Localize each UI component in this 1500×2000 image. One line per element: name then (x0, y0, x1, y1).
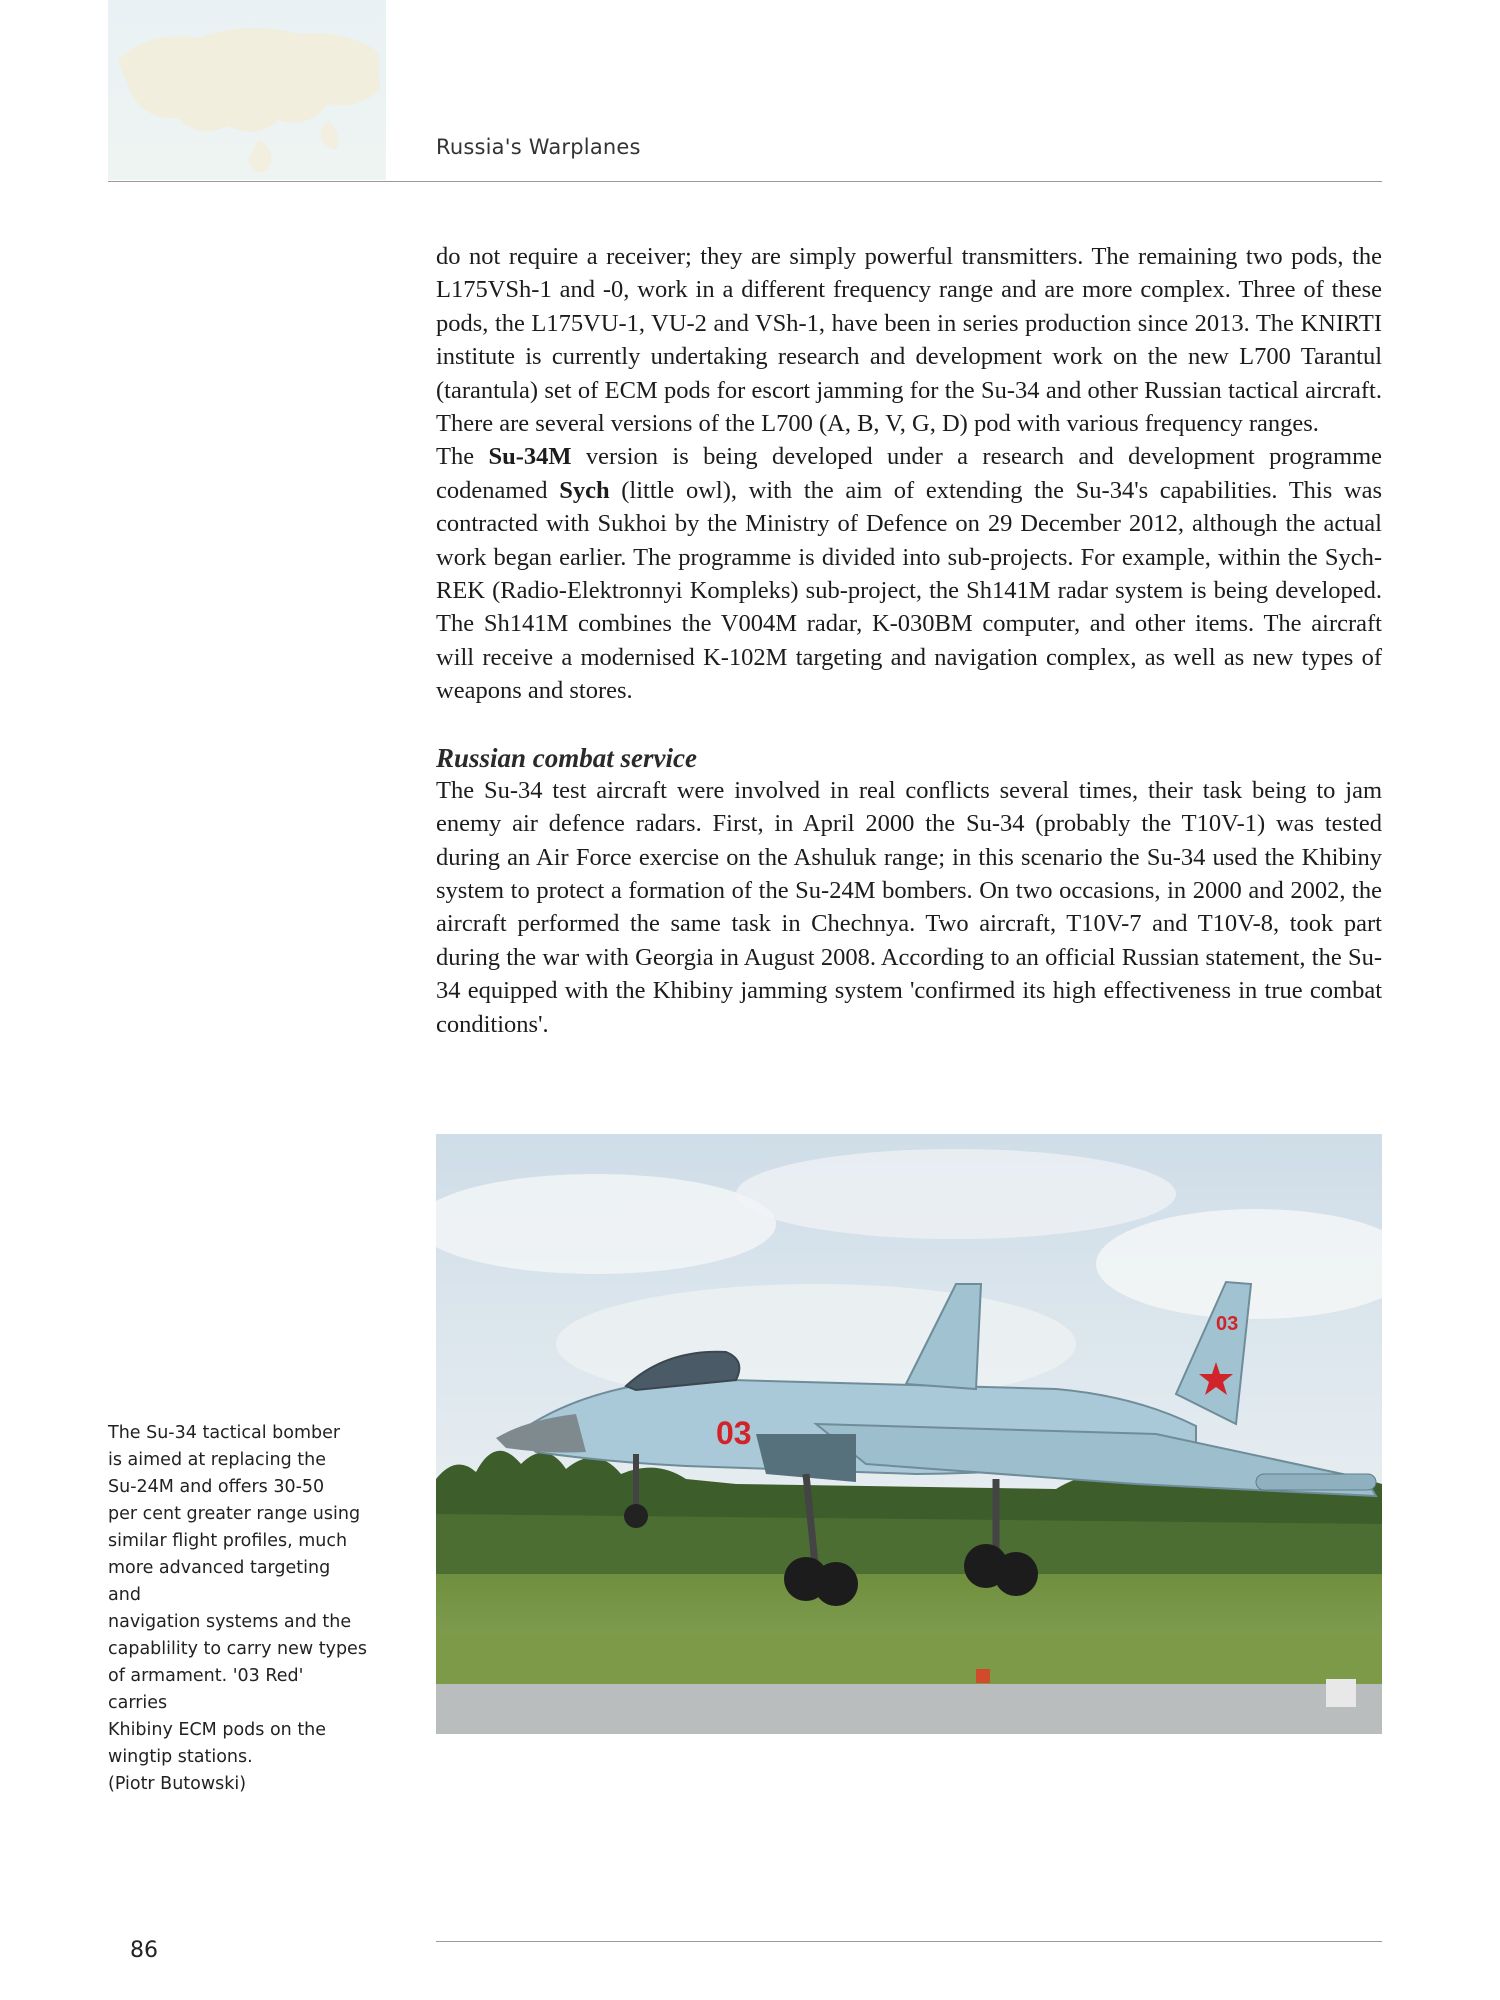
svg-text:03: 03 (716, 1415, 752, 1451)
bold-term-su34m: Su-34M (488, 443, 572, 471)
map-icon (108, 0, 386, 180)
photo-caption: The Su-34 tactical bomber is aimed at replacing the Su-24M and offers 30-50 per cent greater range using similar flight profiles, much more advanced targeting and navigation systems and the capablility to carry new types of armament. '03 Red' carries Khibiny ECM pods on the wingtip stations. (Piotr Butowski) (108, 1423, 367, 1794)
world-map-thumbnail (108, 0, 386, 180)
footer-rule (436, 1941, 1382, 1942)
paragraph-su34m: The Su-34M version is being developed under a research and development programme codenamed Sych (little owl), with the aim of extending the Su-34's capabilities. This was contracted with Sukhoi by the Ministry of Defence on 29 December 2012, although the actual work began earlier. The programme is divided into sub-projects. For example, within the Sych-REK (Radio-Elektronnyi Kompleks) sub-project, the Sh141M radar system is being developed. The Sh141M combines the V004M radar, K-030BM computer, and other items. The aircraft will receive a modernised K-102M targeting and navigation complex, as well as new types of weapons and stores. (436, 443, 1383, 705)
bold-term-sych: Sych (559, 476, 610, 504)
su-34-aircraft-photo (436, 1134, 1382, 1734)
page-number: 86 (130, 1938, 158, 1963)
paragraph-ecm-pods: do not require a receiver; they are simply powerful transmitters. The remaining two pods, the L175VSh-1 and -0, work in a different frequency range and are more complex. Three of these pods, the L175VU-1, VU-2 and VSh-1, have been in series production since 2013. The KNIRTI institute is currently undertaking research and development work on the new L700 Tarantul (tarantula) set of ECM pods for escort jamming for the Su-34 and other Russian tactical aircraft. There are several versions of the L700 (A, B, V, G, D) pod with various frequency ranges. (436, 243, 1382, 438)
svg-text:03: 03 (1216, 1313, 1239, 1335)
running-title: Russia's Warplanes (436, 135, 641, 159)
header-rule (108, 181, 1382, 182)
section-heading: Russian combat service (436, 742, 697, 773)
main-text-column (436, 240, 1382, 1041)
paragraph-combat-service: The Su-34 test aircraft were involved in real conflicts several times, their task being to jam enemy air defence radars. First, in April 2000 the Su-34 (probably the T10V-1) was tested during an Air Force exercise on the Ashuluk range; in this scenario the Su-34 used the Khibiny system to protect a formation of the Su-24M bombers. On two occasions, in 2000 and 2002, the aircraft performed the same task in Chechnya. Two aircraft, T10V-7 and T10V-8, took part during the war with Georgia in August 2008. According to an official Russian statement, the Su-34 equipped with the Khibiny jamming system 'confirmed its high effectiveness in true combat conditions'. (436, 776, 1382, 1038)
